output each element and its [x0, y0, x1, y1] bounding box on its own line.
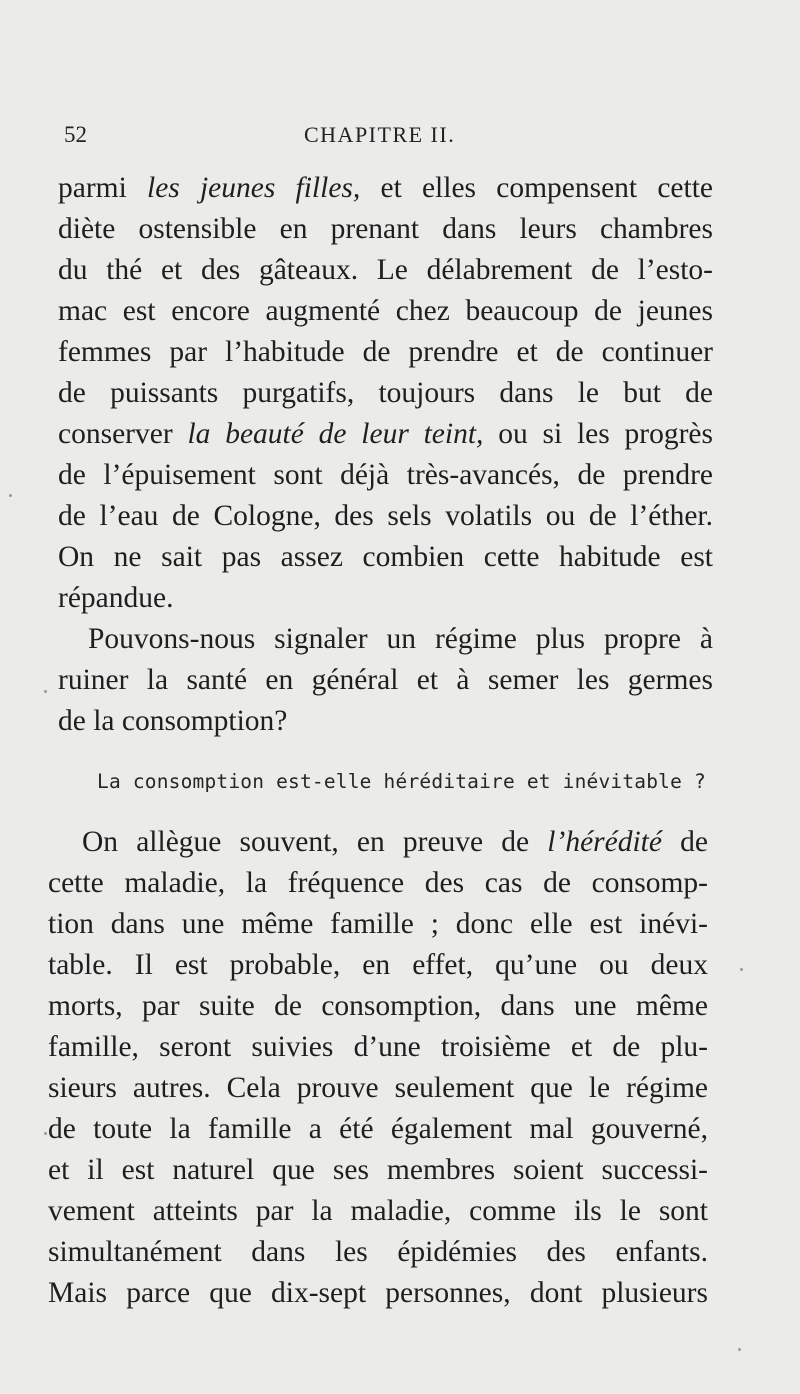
- text-segment: On allègue souvent, en preuve de: [82, 826, 548, 858]
- paper-speck: [44, 1132, 47, 1135]
- text-segment: mac est encore augmenté chez beaucoup de jeunes: [58, 295, 713, 327]
- text-line: [58, 619, 713, 660]
- page-number: 52: [64, 122, 87, 147]
- running-head: [64, 122, 710, 154]
- text-line: [58, 701, 713, 742]
- text-segment: et il est naturel que ses membres soient successi-: [48, 1154, 708, 1186]
- text-segment: parmi: [58, 172, 148, 204]
- paper-speck: [9, 494, 12, 497]
- text-line: [48, 1150, 708, 1191]
- text-segment: de: [661, 826, 708, 858]
- text-line: [48, 863, 708, 904]
- text-line: [48, 1273, 708, 1314]
- text-segment: Pouvons-nous signaler un régime plus propre à: [88, 623, 713, 655]
- text-segment: de l’eau de Cologne, des sels volatils ou de l’éther.: [58, 500, 713, 532]
- text-line: [58, 168, 713, 209]
- text-segment: sieurs autres. Cela prouve seulement que le régime: [48, 1072, 708, 1104]
- text-segment: diète ostensible en prenant dans leurs chambres: [58, 213, 713, 245]
- paper-speck: [738, 1348, 741, 1351]
- paper-speck: [44, 690, 47, 693]
- paper-speck: [740, 968, 743, 971]
- text-line: [58, 209, 713, 250]
- chapter-title: CHAPITRE II.: [304, 122, 456, 147]
- text-segment: ruiner la santé en général et à semer les germes: [58, 664, 713, 696]
- text-line: [48, 1068, 708, 1109]
- text-line: [48, 1232, 708, 1273]
- text-line: [48, 986, 708, 1027]
- text-line: [58, 414, 713, 455]
- paragraph-3: [48, 822, 708, 1314]
- text-line: [58, 660, 713, 701]
- text-segment: tion dans une même famille ; donc elle est inévi-: [48, 908, 708, 940]
- text-line: [48, 1109, 708, 1150]
- text-line: [48, 1027, 708, 1068]
- text-segment: du thé et des gâteaux. Le délabrement de l’esto-: [58, 254, 713, 286]
- text-segment: simultanément dans les épidémies des enfants.: [48, 1236, 708, 1268]
- text-line: [58, 332, 713, 373]
- text-segment: l’hérédité: [547, 826, 662, 858]
- paragraph-2: [58, 619, 713, 742]
- text-line: [58, 373, 713, 414]
- text-segment: les jeunes filles,: [147, 172, 361, 204]
- text-line: [58, 291, 713, 332]
- text-line: [58, 250, 713, 291]
- text-segment: de puissants purgatifs, toujours dans le but de: [58, 377, 713, 409]
- text-segment: conserver: [58, 418, 188, 450]
- text-segment: cette maladie, la fréquence des cas de consomp-: [48, 867, 708, 899]
- section-subheading: La consomption est-elle héréditaire et inévitable ?: [97, 770, 706, 793]
- text-segment: répandue.: [58, 582, 174, 614]
- text-segment: de toute la famille a été également mal gouverné,: [48, 1113, 708, 1145]
- text-segment: table. Il est probable, en effet, qu’une ou deux: [48, 949, 708, 981]
- text-line: [48, 822, 708, 863]
- text-segment: morts, par suite de consomption, dans une même: [48, 990, 708, 1022]
- text-line: [58, 578, 713, 619]
- paragraph-3-lines: [48, 822, 708, 1314]
- text-line: [58, 537, 713, 578]
- text-segment: famille, seront suivies d’une troisième et de plu-: [48, 1031, 708, 1063]
- text-line: [58, 455, 713, 496]
- text-segment: de la consomption?: [58, 705, 288, 737]
- text-segment: la beauté de leur teint,: [187, 418, 484, 450]
- text-segment: vement atteints par la maladie, comme ils le sont: [48, 1195, 708, 1227]
- text-line: [48, 945, 708, 986]
- text-segment: femmes par l’habitude de prendre et de continuer: [58, 336, 713, 368]
- text-line: [48, 1191, 708, 1232]
- text-line: [58, 496, 713, 537]
- text-segment: On ne sait pas assez combien cette habitude est: [58, 541, 713, 573]
- text-segment: et elles compensent cette: [360, 172, 713, 204]
- text-line: [48, 904, 708, 945]
- text-segment: ou si les progrès: [483, 418, 714, 450]
- paragraph-1: [58, 168, 713, 619]
- text-segment: de l’épuisement sont déjà très-avancés, de prendre: [58, 459, 713, 491]
- paragraph-1-and-2: [58, 168, 713, 742]
- text-segment: Mais parce que dix-sept personnes, dont plusieurs: [48, 1277, 708, 1309]
